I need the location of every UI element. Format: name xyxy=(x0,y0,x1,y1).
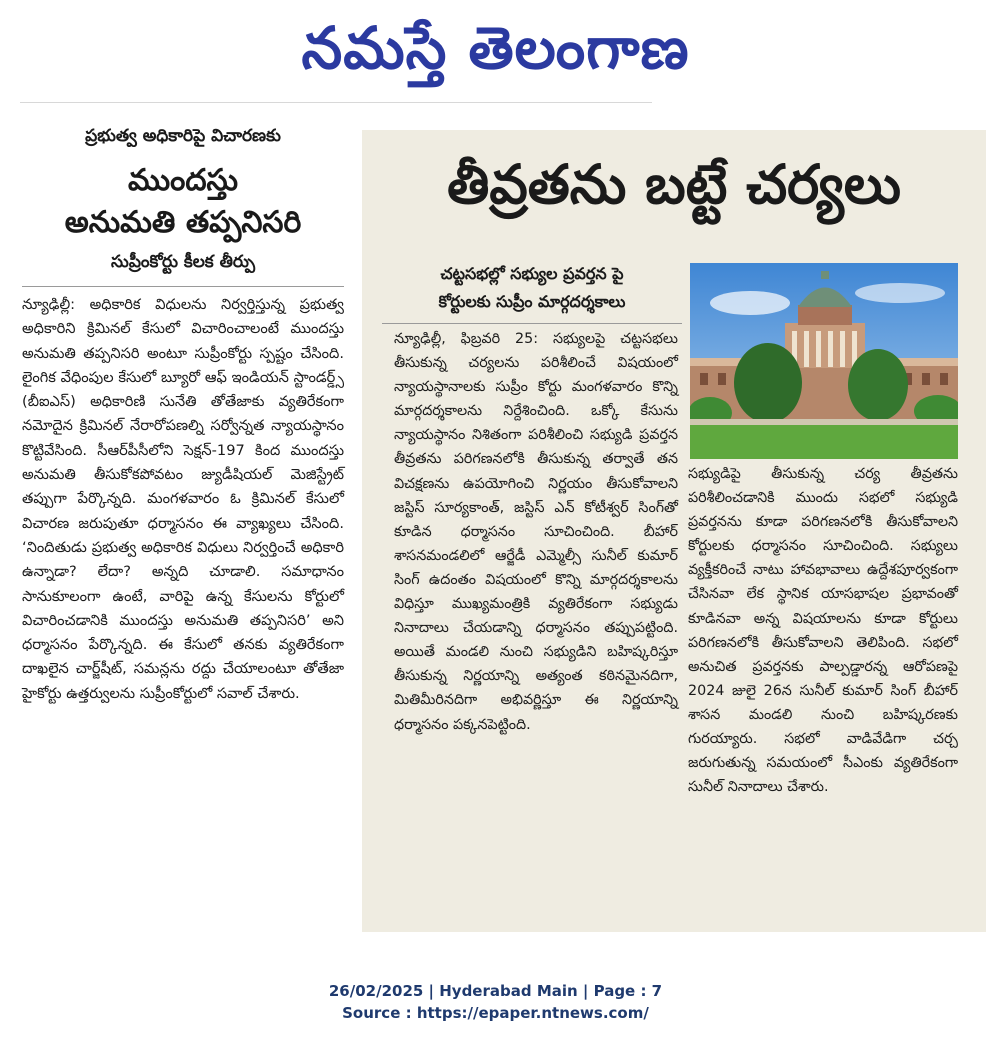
right-article-deck-line1: చట్టసభల్లో సభ్యుల ప్రవర్తన పై xyxy=(440,264,624,283)
footer-source-line[interactable]: Source : https://epaper.ntnews.com/ xyxy=(342,1004,649,1022)
left-article-headline-line2: అనుమతి తప్పనిసరి xyxy=(64,205,302,240)
left-article-kicker: ప్రభుత్వ అధికారిపై విచారణకు xyxy=(85,126,281,146)
masthead xyxy=(0,0,991,100)
right-article xyxy=(362,130,986,932)
left-article-body: న్యూఢిల్లీ: అధికారిక విధులను నిర్వర్తిస్తున్న ప్రభుత్వ అధికారిని క్రిమినల్ కేసులో విచారించాలంటే ముందస్తు అనుమతి తప్పనిసరి అంటూ సుప్రీంకోర్టు స్పష్టం చేసింది. లైంగిక వేధింపుల కేసులో బ్యూరో ఆఫ్ ఇండియన్ స్టాండర్డ్స్ (బీఐఎస్) అధికారిణి సునేతి తోతేజాకు వ్యతిరేకంగా నమోదైన క్రిమినల్ నేరారోపణల్ని సర్వోన్నత న్యాయస్థానం కొట్టివేసింది. సీఆర్‌పీసీలోని సెక్షన్-197 కింద ముందస్తు అనుమతి తీసుకోకపోవటం జ్యుడీషియల్ మెజిస్ట్రేట్ తప్పుగా పేర్కొన్నది. మంగళవారం ఓ క్రిమినల్ కేసులో విచారణ జరుపుతూ ధర్మాసనం ఈ వ్యాఖ్యలు చేసింది. ‘నిందితుడు ప్రభుత్వ అధికారిక విధులు నిర్వర్తించే అధికారి ఉన్నాడా? లేదా? అన్నది చూడాలి. సమాధానం సానుకూలంగా ఉంటే, వారిపై ఉన్న కేసులను కోర్టులో విచారించడానికి ముందస్తు అనుమతి తప్పనిసరి’ అని ధర్మాసనం పేర్కొన్నది. ఈ కేసులో తనకు వ్యతిరేకంగా దాఖలైన చార్జ్‌షీట్, సమన్లను రద్దు చేయాలంటూ తోతేజా హైకోర్టు ఉత్తర్వులను సుప్రీంకోర్టులో సవాల్ చేశారు. xyxy=(22,296,344,702)
footer-edition-line: 26/02/2025 | Hyderabad Main | Page : 7 xyxy=(328,982,663,1000)
page-footer xyxy=(0,980,991,1024)
masthead-rule xyxy=(20,102,652,103)
left-article-divider xyxy=(22,286,344,287)
left-article-headline-line1: ముందస్తు xyxy=(128,163,238,198)
left-article-deck: సుప్రీంకోర్టు కీలక తీర్పు xyxy=(111,252,255,272)
court-photo-drawing xyxy=(690,263,958,459)
right-article-body-col1: న్యూఢిల్లీ, ఫిబ్రవరి 25: సభ్యులపై చట్టసభలు తీసుకున్న చర్యలను పరిశీలించే విషయంలో న్యాయస్థానాలకు సుప్రీం కోర్టు మంగళవారం కొన్ని మార్గదర్శకాలను నిర్దేశించింది. ఒక్కో కేసును న్యాయస్థానం నిశితంగా పరిశీలించి సభ్యుడి ప్రవర్తన తీవ్రతను పరిగణనలోకి తీసుకున్న తర్వాతే తన విచక్షణను ఉపయోగించి నిర్ణయం తీసుకోవాలని జస్టిస్ సూర్యకాంత్, జస్టిస్ ఎన్ కోటీశ్వర్ సింగ్‌తో కూడిన ధర్మాసనం సూచించింది. బీహార్ శాసనమండలిలో ఆర్జేడీ ఎమ్మెల్సీ సునీల్ కుమార్ సింగ్ ఉదంతం విషయంలో కొన్ని మార్గదర్శకాలను విధిస్తూ ముఖ్యమంత్రికి వ్యతిరేకంగా సభ్యుడు నినాదాలు చేయడాన్ని ధర్మాసనం తప్పుపట్టింది. అయితే మండలి నుంచి సభ్యుడిని బహిష్కరిస్తూ తీసుకున్న నిర్ణయాన్ని అత్యంత కఠినమైనదిగా, మితిమీరినదిగా అభివర్ణిస్తూ ఈ నిర్ణయాన్ని ధర్మాసనం పక్కనపెట్టింది. xyxy=(394,331,678,733)
right-article-deck xyxy=(382,260,682,316)
right-article-headline: తీవ్రతను బట్టే చర్యలు xyxy=(447,153,901,216)
left-article xyxy=(22,118,344,706)
right-article-body-col2: సభ్యుడిపై తీసుకున్న చర్య తీవ్రతను పరిశీలించడానికి ముందు సభలో సభ్యుడి ప్రవర్తనను కూడా పరిగణనలోకి తీసుకోవాలని కోర్టులకు ధర్మాసనం సూచించింది. సభ్యులు వ్యక్తీకరించే నాటు హావభావాలు ఉద్దేశపూర్వకంగా చేసినవా లేక స్థానిక యాసభాషల ప్రభావంతో కూడినవా అన్న విషయాలను కూడా కోర్టులు పరిగణనలోకి తీసుకోవాలని తెలిపింది. సభలో అనుచిత ప్రవర్తనకు పాల్పడ్డారన్న ఆరోపణపై 2024 జులై 26న సునీల్ కుమార్ సింగ్ బీహార్ శాసన మండలి నుంచి బహిష్కరణకు గురయ్యారు. సభలో వాడివేడిగా చర్చ జరుగుతున్న సమయంలో సీఎంకు వ్యతిరేకంగా సునీల్ నినాదాలు చేశారు. xyxy=(688,466,958,796)
masthead-title: నమస్తే తెలంగాణ xyxy=(301,14,690,82)
supreme-court-building-photo xyxy=(690,263,958,459)
right-article-deck-line2: కోర్టులకు సుప్రీం మార్గదర్శకాలు xyxy=(438,292,626,311)
right-article-divider xyxy=(382,323,682,324)
